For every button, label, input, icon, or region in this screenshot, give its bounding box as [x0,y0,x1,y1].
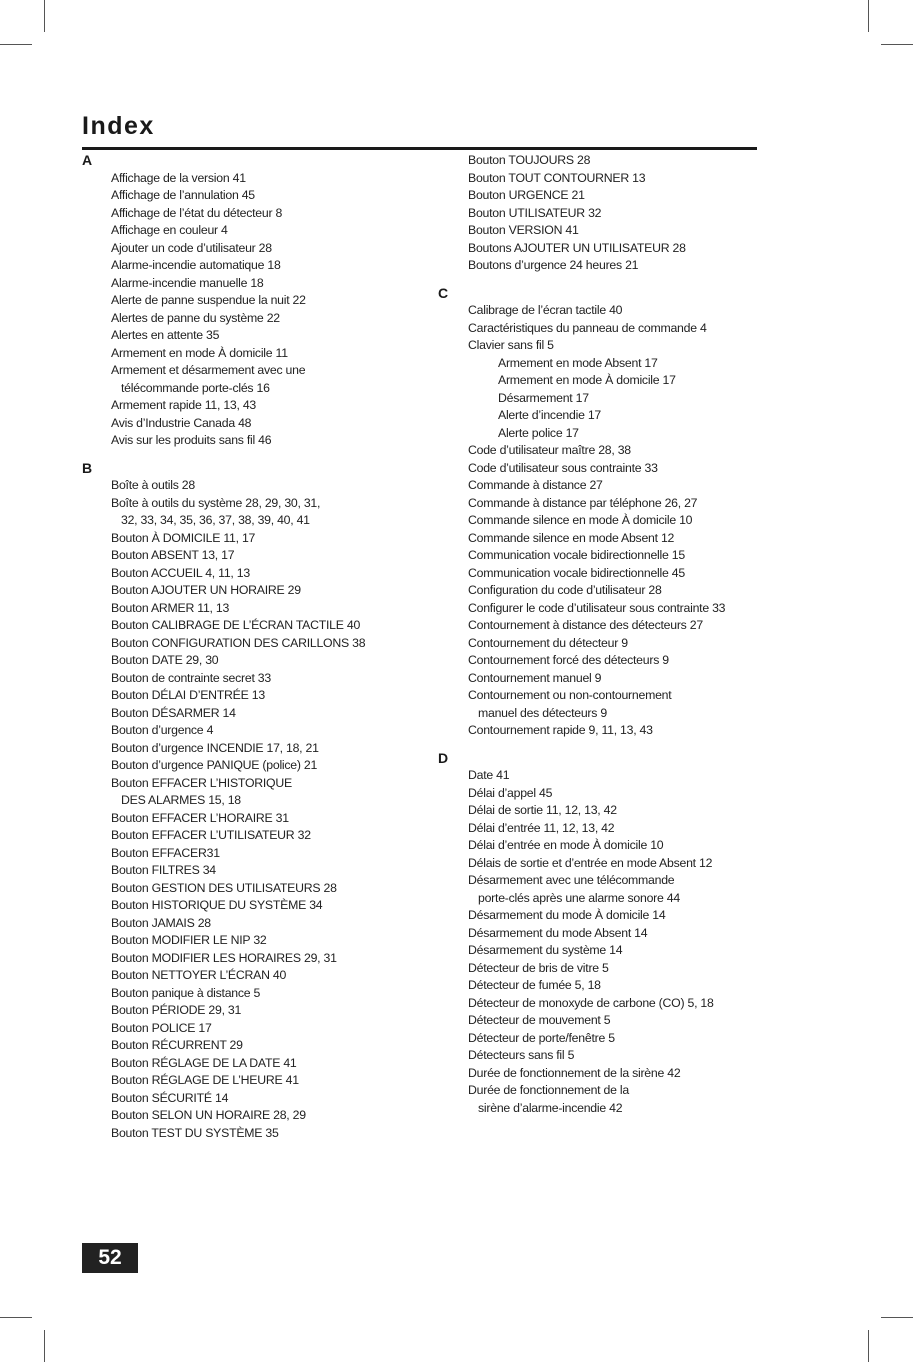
index-entry [82,327,432,345]
index-section [438,152,768,275]
index-entry-text: Alarme-incendie automatique 18 [111,258,281,272]
index-entry-text: Clavier sans fil 5 [468,338,554,352]
index-entry-text: Détecteur de fumée 5, 18 [468,978,601,992]
section-letter-label: B [82,459,93,476]
index-entry [438,925,768,943]
index-entry [82,705,432,723]
index-entry-text: Bouton RÉGLAGE DE L’HEURE 41 [111,1073,299,1087]
index-entry-text: Avis sur les produits sans fil 46 [111,433,272,447]
index-entry-text: Bouton MODIFIER LES HORAIRES 29, 31 [111,950,337,965]
section-letter [438,285,768,303]
index-entry [438,152,768,170]
index-column-right [438,152,768,1117]
index-entry [82,1125,432,1143]
index-entry [82,530,432,548]
index-entry-text: Bouton EFFACER L’HISTORIQUE [111,775,292,790]
index-entry [82,1002,432,1020]
index-entry-text: Bouton PÉRIODE 29, 31 [111,1003,242,1017]
index-entry-text: Bouton ABSENT 13, 17 [111,548,235,562]
index-entry-text: Désarmement du système 14 [468,943,623,957]
index-entry [82,310,432,328]
index-entry-text: Alertes de panne du système 22 [111,310,280,325]
index-entry [82,432,432,450]
section-letter [82,460,432,478]
index-entry-continuation: télécommande porte-clés 16 [121,380,270,395]
index-entry-text: Bouton RÉCURRENT 29 [111,1038,243,1052]
index-entry [438,460,768,478]
index-entry [438,802,768,820]
index-entry [438,512,768,530]
index-entry-continuation: porte-clés après une alarme sonore 44 [478,890,680,905]
index-entry [438,635,768,653]
index-entry [438,652,768,670]
index-entry [82,477,432,495]
index-entry [82,397,432,415]
index-entry-text: Bouton POLICE 17 [111,1020,212,1035]
index-entry [438,872,768,907]
index-entry-text: Avis d’Industrie Canada 48 [111,415,252,430]
index-entry-text: Bouton NETTOYER L’ÉCRAN 40 [111,968,287,982]
index-entry [82,222,432,240]
index-entry-text: Délai d’entrée 11, 12, 13, 42 [468,820,615,835]
index-entry-text: Commande à distance par téléphone 26, 27 [468,495,698,510]
index-entry-text: Bouton HISTORIQUE DU SYSTÈME 34 [111,898,323,912]
index-entry-text: Bouton VERSION 41 [468,223,579,237]
index-entry-text: Boutons AJOUTER UN UTILISATEUR 28 [468,240,686,255]
index-entry [82,495,432,530]
index-entry [438,170,768,188]
index-entry [438,722,768,740]
index-entry [82,1090,432,1108]
index-entry [82,775,432,810]
section-letter-label: C [438,284,449,301]
index-entry-text: Affichage de la version 41 [111,170,246,185]
title-rule [82,147,757,150]
index-entry [438,977,768,995]
index-entry [82,547,432,565]
index-entry-text: Bouton URGENCE 21 [468,188,585,202]
index-entry-text: Boîte à outils du système 28, 29, 30, 31, [111,495,321,510]
index-entry [82,257,432,275]
index-entry-text: Bouton d’urgence PANIQUE (police) 21 [111,758,318,772]
index-entry [82,1072,432,1090]
index-entry [438,222,768,240]
index-entry [82,827,432,845]
index-entry-text: Bouton panique à distance 5 [111,985,261,1000]
index-entry-text: Bouton FILTRES 34 [111,863,216,877]
index-entry-text: Détecteurs sans fil 5 [468,1048,575,1062]
index-entry-text: Délai de sortie 11, 12, 13, 42 [468,803,617,817]
index-entry-text: Bouton EFFACER L’HORAIRE 31 [111,810,289,825]
index-entry [82,932,432,950]
index-entry [438,820,768,838]
index-entry [438,995,768,1013]
index-entry-text: Bouton TEST DU SYSTÈME 35 [111,1125,279,1140]
crop-mark [44,1330,45,1362]
index-entry-text: Bouton AJOUTER UN HORAIRE 29 [111,583,301,597]
index-entry-text: Contournement à distance des détecteurs 27 [468,618,703,632]
index-entry-text: Armement en mode À domicile 17 [498,373,676,387]
index-entry-text: Contournement rapide 9, 11, 13, 43 [468,723,653,737]
index-entry-text: Commande à distance 27 [468,478,603,492]
index-entry [438,1065,768,1083]
section-letter-label: A [82,152,93,168]
index-entry [438,240,768,258]
index-entry-text: Communication vocale bidirectionnelle 45 [468,565,685,580]
index-entry [438,205,768,223]
index-entry-text: Boîte à outils 28 [111,478,195,492]
index-entry-text: Bouton EFFACER31 [111,845,220,860]
index-subentry [438,355,768,373]
index-entry-text: Alertes en attente 35 [111,328,220,342]
index-entry-text: Bouton SÉCURITÉ 14 [111,1090,229,1105]
index-entry [438,1012,768,1030]
index-entry [82,950,432,968]
index-entry [82,415,432,433]
index-entry [438,600,768,618]
index-entry-text: Bouton d’urgence INCENDIE 17, 18, 21 [111,740,319,755]
index-entry [438,1047,768,1065]
index-entry [438,442,768,460]
index-entry-text: Bouton DÉSARMER 14 [111,705,236,720]
index-entry [82,880,432,898]
index-entry-text: Désarmement du mode À domicile 14 [468,908,666,922]
index-entry [82,292,432,310]
index-entry [82,1020,432,1038]
index-entry [438,257,768,275]
index-subentry [438,390,768,408]
index-entry-text: Bouton d’urgence 4 [111,723,214,737]
index-entry [438,670,768,688]
index-entry-text: Calibrage de l’écran tactile 40 [468,303,623,317]
index-entry-text: Date 41 [468,768,510,782]
index-entry-text: Armement en mode À domicile 11 [111,345,288,360]
index-column-left [82,152,432,1142]
index-entry-text: Commande silence en mode Absent 12 [468,530,675,545]
index-entry-text: Configurer le code d’utilisateur sous contrainte 33 [468,600,726,615]
index-entry [82,845,432,863]
crop-mark [881,1317,913,1318]
index-entry [438,767,768,785]
index-entry [438,687,768,722]
index-entry-text: Configuration du code d’utilisateur 28 [468,583,662,597]
index-entry-text: Alerte de panne suspendue la nuit 22 [111,293,306,307]
index-entry [438,565,768,583]
index-entry-text: Armement et désarmement avec une [111,363,306,377]
crop-mark [0,1317,32,1318]
index-entry-text: Durée de fonctionnement de la sirène 42 [468,1065,681,1080]
index-entry-text: Bouton TOUT CONTOURNER 13 [468,170,646,185]
index-entry-text: Détecteur de mouvement 5 [468,1013,611,1027]
index-entry-text: Alarme-incendie manuelle 18 [111,275,264,290]
index-entry [82,565,432,583]
section-letter [438,750,768,768]
index-entry-text: Bouton JAMAIS 28 [111,915,211,930]
index-entry [82,1107,432,1125]
index-entry [438,477,768,495]
index-entry [82,862,432,880]
index-entry-text: Bouton À DOMICILE 11, 17 [111,530,256,545]
index-entry-text: Durée de fonctionnement de la [468,1083,629,1097]
index-entry-text: Communication vocale bidirectionnelle 15 [468,548,685,562]
index-entry-text: Boutons d’urgence 24 heures 21 [468,258,639,272]
index-entry [438,1082,768,1117]
index-entry-text: Ajouter un code d’utilisateur 28 [111,240,272,255]
index-entry [82,985,432,1003]
index-entry [438,785,768,803]
index-subentry [438,372,768,390]
index-entry [438,530,768,548]
index-entry-text: Bouton MODIFIER LE NIP 32 [111,933,267,947]
index-entry-text: Bouton SELON UN HORAIRE 28, 29 [111,1108,306,1122]
index-entry [82,687,432,705]
index-entry-text: Alerte police 17 [498,425,579,440]
index-entry-text: Bouton TOUJOURS 28 [468,153,591,167]
index-entry-text: Désarmement 17 [498,390,589,405]
index-entry [82,810,432,828]
index-entry [438,582,768,600]
index-entry-text: Désarmement du mode Absent 14 [468,925,648,940]
index-entry [82,170,432,188]
index-entry [82,652,432,670]
index-entry [438,617,768,635]
index-subentry [438,425,768,443]
index-entry [82,362,432,397]
index-section [82,477,432,1142]
index-entry [438,942,768,960]
index-entry-text: Alerte d’incendie 17 [498,408,602,422]
page-title: Index [82,112,155,140]
index-entry [82,205,432,223]
index-entry-text: Délai d’appel 45 [468,785,553,800]
index-entry-text: Bouton RÉGLAGE DE LA DATE 41 [111,1055,297,1070]
crop-mark [868,1330,869,1362]
index-entry [438,302,768,320]
index-entry-continuation: sirène d’alarme-incendie 42 [478,1100,623,1115]
index-entry [82,670,432,688]
index-entry [82,617,432,635]
index-entry-continuation: DES ALARMES 15, 18 [121,793,241,807]
index-entry [82,967,432,985]
index-entry-text: Bouton DÉLAI D’ENTRÉE 13 [111,688,265,702]
index-entry-text: Délai d’entrée en mode À domicile 10 [468,838,664,852]
index-entry-text: Armement en mode Absent 17 [498,355,658,370]
index-entry [438,837,768,855]
index-entry-text: Désarmement avec une télécommande [468,873,675,887]
index-entry [82,635,432,653]
index-entry [438,187,768,205]
index-entry [82,582,432,600]
index-entry-text: Bouton UTILISATEUR 32 [468,205,602,220]
index-entry [438,960,768,978]
index-entry-text: Bouton GESTION DES UTILISATEURS 28 [111,880,337,895]
index-subentry [438,407,768,425]
index-entry-text: Bouton ARMER 11, 13 [111,600,230,615]
index-entry [438,495,768,513]
index-entry [438,855,768,873]
crop-mark [868,0,869,32]
index-entry-text: Contournement ou non-contournement [468,688,672,702]
index-entry-text: Affichage de l’état du détecteur 8 [111,205,283,220]
index-entry-text: Armement rapide 11, 13, 43 [111,398,257,412]
index-entry [82,600,432,618]
index-entry [82,757,432,775]
section-letter-label: D [438,749,449,766]
index-entry [82,240,432,258]
index-entry-text: Affichage en couleur 4 [111,223,228,237]
index-entry-text: Bouton CALIBRAGE DE L’ÉCRAN TACTILE 40 [111,618,361,632]
index-entry [82,897,432,915]
index-section [438,767,768,1117]
index-entry-text: Bouton EFFACER L’UTILISATEUR 32 [111,828,311,842]
index-entry [438,907,768,925]
index-entry-text: Détecteur de monoxyde de carbone (CO) 5, 18 [468,995,714,1010]
index-entry-continuation: manuel des détecteurs 9 [478,705,607,720]
index-entry-text: Affichage de l’annulation 45 [111,188,255,202]
index-entry [82,915,432,933]
index-entry-text: Bouton ACCUEIL 4, 11, 13 [111,565,250,580]
index-entry [82,1037,432,1055]
index-entry-text: Code d’utilisateur maître 28, 38 [468,443,631,457]
index-entry [438,320,768,338]
index-entry [82,740,432,758]
index-entry-text: Contournement du détecteur 9 [468,635,628,650]
index-entry-text: Contournement manuel 9 [468,670,602,685]
index-entry-text: Détecteur de porte/fenêtre 5 [468,1030,615,1045]
crop-mark [0,44,32,45]
index-entry-text: Caractéristiques du panneau de commande 4 [468,320,707,335]
index-entry [438,1030,768,1048]
index-entry [82,722,432,740]
index-entry-text: Contournement forcé des détecteurs 9 [468,653,669,667]
section-letter [82,152,432,170]
index-entry-text: Bouton DATE 29, 30 [111,653,219,667]
crop-mark [881,44,913,45]
index-entry-text: Détecteur de bris de vitre 5 [468,960,609,975]
index-section [438,302,768,740]
index-entry-text: Délais de sortie et d’entrée en mode Absent 12 [468,855,713,870]
index-entry-text: Code d’utilisateur sous contrainte 33 [468,460,658,475]
page-number: 52 [82,1243,138,1273]
index-entry-text: Bouton CONFIGURATION DES CARILLONS 38 [111,635,366,650]
index-entry [438,337,768,355]
index-entry-text: Commande silence en mode À domicile 10 [468,513,693,527]
index-entry [82,275,432,293]
index-entry [82,1055,432,1073]
index-entry-continuation: 32, 33, 34, 35, 36, 37, 38, 39, 40, 41 [121,513,310,527]
crop-mark [44,0,45,32]
index-entry-text: Bouton de contrainte secret 33 [111,670,271,685]
index-entry [82,345,432,363]
index-entry [438,547,768,565]
index-section [82,170,432,450]
index-entry [82,187,432,205]
